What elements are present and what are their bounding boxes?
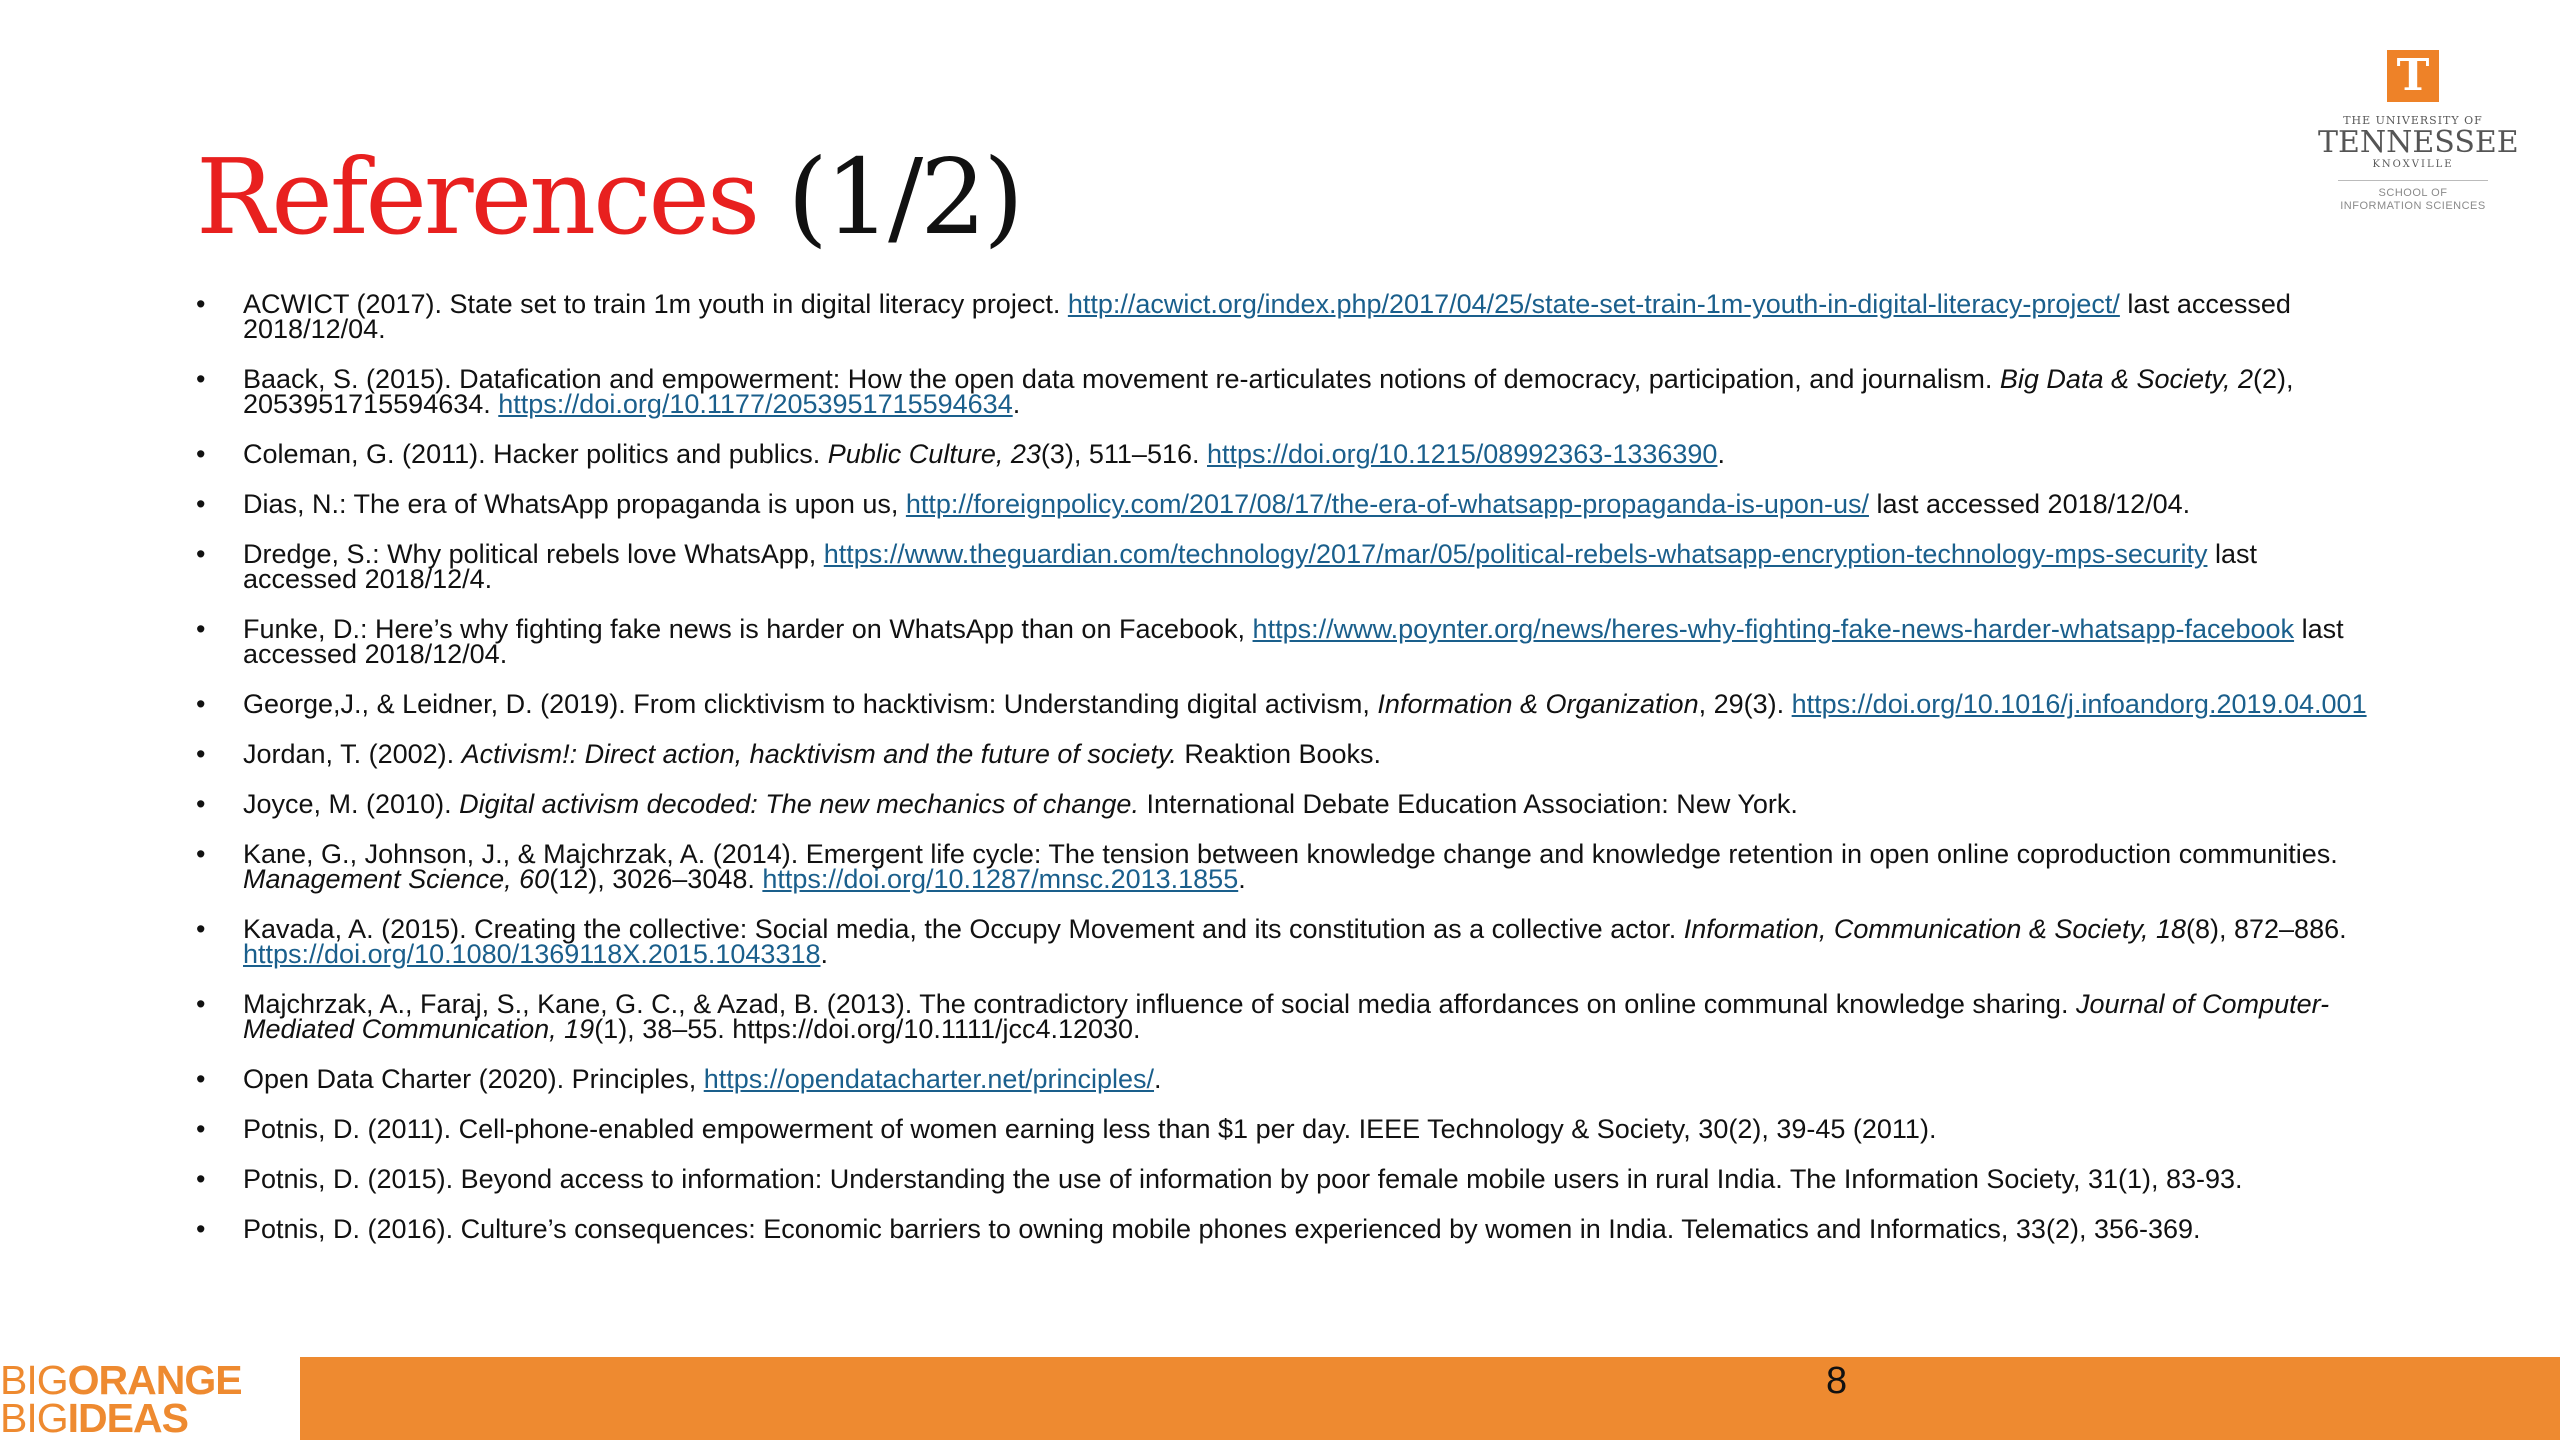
reference-item: [196, 1114, 2376, 1144]
reference-suffix: .: [1012, 389, 1021, 419]
reference-text: Potnis, D. (2016). Culture’s consequences: Economic barriers to owning mobile phones experienced by women in India. Telematics and Informatics, 33(2), 356-369.: [243, 1214, 2201, 1244]
reference-item: [196, 789, 2376, 819]
logo-line-3: KNOXVILLE: [2372, 159, 2454, 170]
reference-detail: , 29(3).: [1698, 689, 1792, 719]
reference-item: [196, 489, 2376, 519]
reference-detail: (3), 511–516.: [1040, 439, 1208, 469]
brand-big-2: BIG: [0, 1395, 68, 1440]
reference-link[interactable]: https://doi.org/10.1215/08992363-1336390: [1207, 439, 1718, 469]
brand-logo: [0, 1357, 300, 1440]
power-t-icon: T: [2387, 50, 2439, 102]
footer-bar: [0, 1357, 2560, 1440]
reference-item: [196, 989, 2376, 1044]
reference-item: [196, 364, 2376, 419]
logo-line-2: TENNESSEE: [2318, 125, 2519, 160]
reference-journal: Big Data & Society, 2: [1999, 364, 2254, 394]
slide-title-part: (1/2): [787, 136, 1021, 258]
reference-link[interactable]: https://www.poynter.org/news/heres-why-fighting-fake-news-harder-whatsapp-facebook: [1252, 614, 2295, 644]
slide-title-main: References: [196, 136, 758, 258]
reference-item: [196, 614, 2376, 669]
reference-text: Kane, G., Johnson, J., & Majchrzak, A. (2014). Emergent life cycle: The tension between knowledge change and knowledge retention in open online coproduction communities.: [243, 839, 2338, 869]
reference-item: [196, 289, 2376, 344]
reference-link[interactable]: https://doi.org/10.1287/mnsc.2013.1855: [762, 864, 1239, 894]
reference-item: [196, 689, 2376, 719]
reference-suffix: .: [820, 939, 829, 969]
reference-item: [196, 914, 2376, 969]
brand-big-1: BIG: [0, 1357, 68, 1403]
reference-journal: Journal of Computer-Mediated Communication, 19: [243, 989, 2330, 1044]
logo-line-4: SCHOOL OF: [2378, 187, 2448, 199]
reference-link[interactable]: https://www.theguardian.com/technology/2017/mar/05/political-rebels-whatsapp-encryption-technology-mps-security: [823, 539, 2208, 569]
reference-text: Jordan, T. (2002).: [243, 739, 462, 769]
reference-link[interactable]: http://foreignpolicy.com/2017/08/17/the-era-of-whatsapp-propaganda-is-upon-us/: [905, 489, 1869, 519]
reference-text: Open Data Charter (2020). Principles,: [243, 1064, 704, 1094]
university-logo: [2318, 50, 2519, 213]
logo-line-5: INFORMATION SCIENCES: [2340, 200, 2486, 212]
reference-list: [196, 289, 2376, 1267]
reference-detail: (2), 2053951715594634.: [243, 364, 2294, 419]
reference-journal: Digital activism decoded: The new mechanics of change.: [459, 789, 1139, 819]
reference-detail: (12), 3026–3048.: [549, 864, 763, 894]
reference-item: [196, 739, 2376, 769]
reference-item: [196, 839, 2376, 894]
reference-detail: International Debate Education Association: New York.: [1138, 789, 1798, 819]
brand-ideas: IDEAS: [67, 1395, 188, 1440]
reference-link[interactable]: https://doi.org/10.1080/1369118X.2015.1043318: [243, 939, 821, 969]
reference-suffix: last accessed 2018/12/04.: [243, 614, 2344, 669]
logo-line-1: THE UNIVERSITY OF: [2343, 114, 2483, 127]
reference-link[interactable]: http://acwict.org/index.php/2017/04/25/state-set-train-1m-youth-in-digital-literacy-project/: [1067, 289, 2120, 319]
slide-title: [196, 136, 1021, 258]
reference-suffix: .: [1154, 1064, 1162, 1094]
reference-item: [196, 1164, 2376, 1194]
reference-text: Dredge, S.: Why political rebels love WhatsApp,: [243, 539, 824, 569]
reference-item: [196, 439, 2376, 469]
reference-suffix: .: [1238, 864, 1246, 894]
reference-detail: (8), 872–886.: [2185, 914, 2347, 944]
reference-text: Potnis, D. (2011). Cell-phone-enabled empowerment of women earning less than $1 per day. IEEE Technology & Society, 30(2), 39-45 (2011).: [243, 1114, 1937, 1144]
reference-text: George,J., & Leidner, D. (2019). From clicktivism to hacktivism: Understanding digital activism,: [243, 689, 1378, 719]
logo-divider: [2338, 180, 2488, 181]
reference-text: Coleman, G. (2011). Hacker politics and publics.: [243, 439, 828, 469]
reference-journal: Activism!: Direct action, hacktivism and the future of society.: [461, 739, 1177, 769]
reference-text: Potnis, D. (2015). Beyond access to information: Understanding the use of information by poor female mobile users in rural India. The Information Society, 31(1), 83-93.: [243, 1164, 2243, 1194]
reference-link[interactable]: https://opendatacharter.net/principles/: [703, 1064, 1155, 1094]
reference-suffix: last accessed 2018/12/4.: [243, 539, 2257, 594]
reference-suffix: last accessed 2018/12/04.: [243, 289, 2291, 344]
reference-suffix: .: [1717, 439, 1725, 469]
reference-journal: Information, Communication & Society, 18: [1683, 914, 2186, 944]
reference-detail: (1), 38–55. https://doi.org/10.1111/jcc4.12030.: [594, 1014, 1141, 1044]
brand-orange: ORANGE: [67, 1357, 242, 1403]
reference-text: ACWICT (2017). State set to train 1m youth in digital literacy project.: [243, 289, 1068, 319]
reference-item: [196, 539, 2376, 594]
reference-journal: Management Science, 60: [243, 864, 550, 894]
reference-suffix: last accessed 2018/12/04.: [1868, 489, 2191, 519]
reference-detail: Reaktion Books.: [1176, 739, 1381, 769]
reference-text: Dias, N.: The era of WhatsApp propaganda is upon us,: [243, 489, 906, 519]
reference-text: Joyce, M. (2010).: [243, 789, 460, 819]
reference-item: [196, 1064, 2376, 1094]
reference-text: Baack, S. (2015). Datafication and empowerment: How the open data movement re-articulates notions of democracy, participation, and journalism.: [243, 364, 2000, 394]
reference-item: [196, 1214, 2376, 1244]
reference-journal: Public Culture, 23: [827, 439, 1041, 469]
reference-text: Majchrzak, A., Faraj, S., Kane, G. C., & Azad, B. (2013). The contradictory influence of social media affordances on online communal knowledge sharing.: [243, 989, 2076, 1019]
reference-link[interactable]: https://doi.org/10.1177/2053951715594634: [498, 389, 1013, 419]
reference-text: Kavada, A. (2015). Creating the collective: Social media, the Occupy Movement and its constitution as a collective actor.: [243, 914, 1684, 944]
reference-text: Funke, D.: Here’s why fighting fake news is harder on WhatsApp than on Facebook,: [243, 614, 1253, 644]
reference-link[interactable]: https://doi.org/10.1016/j.infoandorg.2019.04.001: [1791, 689, 2367, 719]
page-number: 8: [1826, 1360, 1848, 1402]
reference-journal: Information & Organization: [1377, 689, 1699, 719]
